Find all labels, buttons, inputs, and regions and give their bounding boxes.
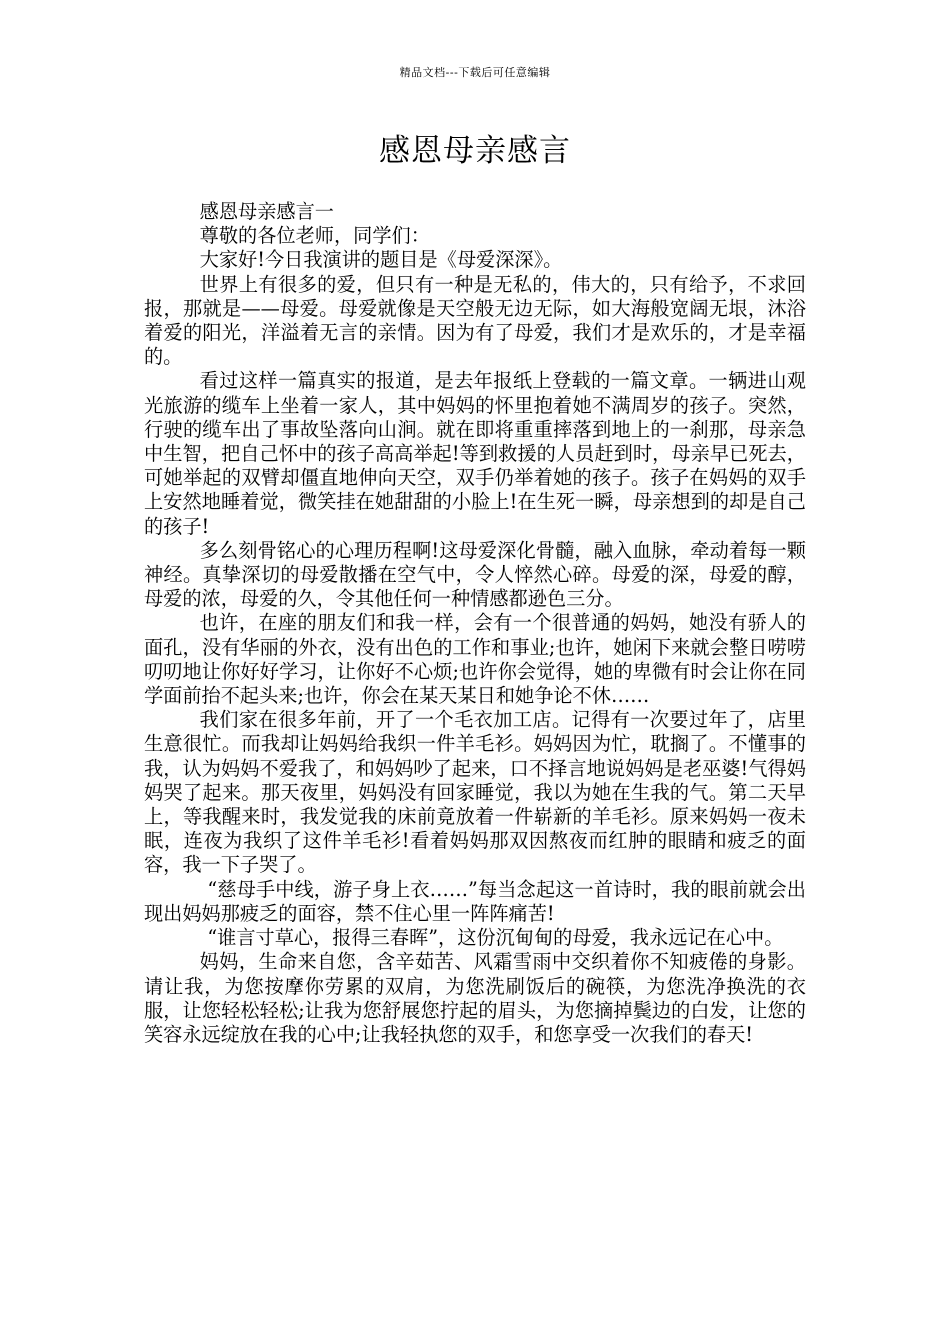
paragraph-subtitle: 感恩母亲感言一 bbox=[199, 200, 334, 223]
paragraph-salutation: 尊敬的各位老师，同学们： bbox=[199, 224, 430, 248]
paragraph: 世界上有很多的爱，但只有一种是无私的，伟大的，只有给予，不求回报，那就是——母爱。母爱就像是天空般无边无际，如大海般宽阔无垠，沐浴着爱的阳光，洋溢着无言的亲情。因为有了母爱，我们才是欢乐的，才是幸福的。 bbox=[144, 272, 806, 369]
paragraph: 也许，在座的朋友们和我一样，会有一个很普通的妈妈，她没有骄人的面孔，没有华丽的外衣，没有出色的工作和事业;也许，她闲下来就会整日唠唠叨叨地让你好好学习，让你好不心烦;也许你会觉得，她的卑微有时会让你在同学面前抬不起头来;也许，你会在某天某日和她争论不休…… bbox=[144, 611, 806, 708]
paragraph: 我们家在很多年前，开了一个毛衣加工店。记得有一次要过年了，店里生意很忙。而我却让妈妈给我织一件羊毛衫。妈妈因为忙，耽搁了。不懂事的我，认为妈妈不爱我了，和妈妈吵了起来，口不择言地说妈妈是老巫婆!气得妈妈哭了起来。那天夜里，妈妈没有回家睡觉，我以为她在生我的气。第二天早上，等我醒来时，我发觉我的床前竟放着一件崭新的羊毛衫。原来妈妈一夜未眠，连夜为我织了这件羊毛衫!看着妈妈那双因熬夜而红肿的眼睛和疲乏的面容，我一下子哭了。 bbox=[144, 708, 806, 877]
paragraph: 多么刻骨铭心的心理历程啊!这母爱深化骨髓，融入血脉，牵动着每一颗神经。真挚深切的母爱散播在空气中，令人悴然心碎。母爱的深，母爱的醇，母爱的浓，母爱的久，令其他任何一种情感都逊色三分。 bbox=[144, 538, 806, 611]
paragraph: 看过这样一篇真实的报道，是去年报纸上登载的一篇文章。一辆进山观光旅游的缆车上坐着一家人，其中妈妈的怀里抱着她不满周岁的孩子。突然，行驶的缆车出了事故坠落向山涧。就在即将重重摔落到地上的一刹那，母亲急中生智，把自己怀中的孩子高高举起!等到救援的人员赶到时，母亲早已死去，可她举起的双臂却僵直地伸向天空，双手仍举着她的孩子。孩子在妈妈的双手上安然地睡着觉，微笑挂在她甜甜的小脸上!在生死一瞬，母亲想到的却是自己的孩子! bbox=[144, 369, 806, 538]
document-title: 感恩母亲感言 bbox=[379, 133, 571, 169]
paragraph: 妈妈，生命来自您，含辛茹苦、风霜雪雨中交织着你不知疲倦的身影。请让我，为您按摩你劳累的双肩，为您洗刷饭后的碗筷，为您洗净换洗的衣服，让您轻松轻松;让我为您舒展您拧起的眉头，为您摘掉鬓边的白发，让您的笑容永远绽放在我的心中;让我轻执您的双手，和您享受一次我们的春天! bbox=[144, 950, 806, 1046]
paragraph-quote: “谁言寸草心，报得三春晖”，这份沉甸甸的母爱，我永远记在心中。 bbox=[207, 926, 784, 950]
page-header: 精品文档---下载后可任意编辑 bbox=[399, 66, 551, 79]
paragraph-greeting: 大家好!今日我演讲的题目是《母爱深深》。 bbox=[199, 248, 563, 272]
paragraph-quote: “慈母手中线，游子身上衣……”每当念起这一首诗时，我的眼前就会出现出妈妈那疲乏的面容，禁不住心里一阵阵痛苦! bbox=[144, 877, 806, 925]
document-body bbox=[144, 200, 806, 1047]
